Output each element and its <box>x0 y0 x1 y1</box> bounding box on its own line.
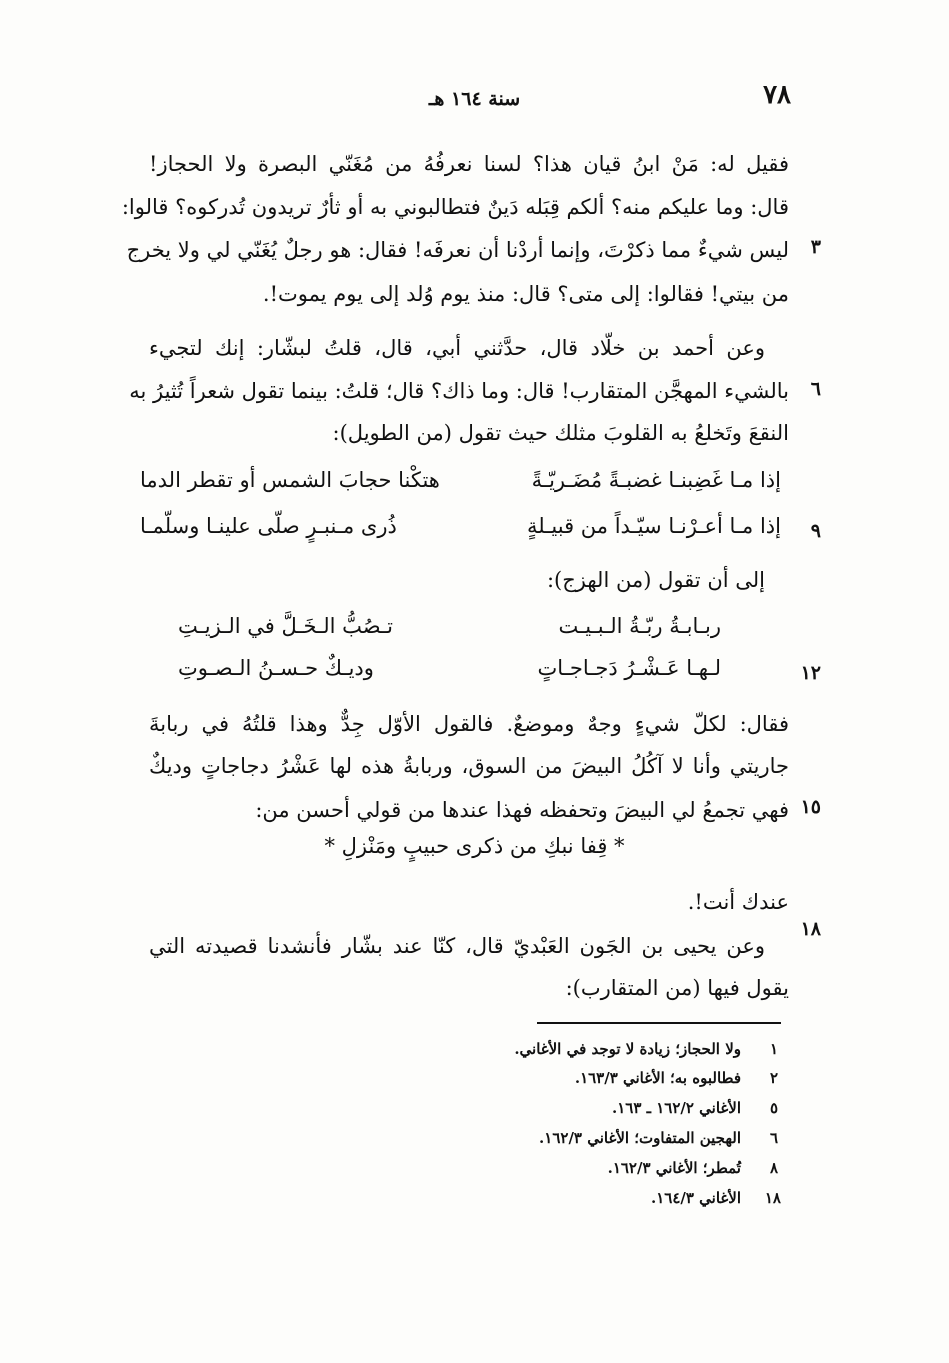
text-line: وعن يحيى بن الجَون العَبْديّ قال، كنّا عند بشّار فأنشدنا قصيدته التي <box>149 934 765 958</box>
verse-hemistich: ربـابـةُ ربّـةُ الـبـيـت <box>558 614 721 638</box>
line-number: ٣ <box>810 236 821 258</box>
verse-hemistich: إذا مـا أعـرْنـا سيّـداً من قبيـلةٍ <box>527 514 781 538</box>
running-header: سنة ١٦٤ هـ <box>428 88 521 110</box>
text-line: إلى أن تقول (من الهزج): <box>546 568 765 592</box>
line-number: ١٨ <box>800 918 821 940</box>
verse-hemistich: ذُرى مـنبـرٍ صلّى علينـا وسلّمـا <box>140 514 397 538</box>
footnote-number: ١ <box>769 1040 779 1058</box>
footnote-number: ٥ <box>769 1099 779 1117</box>
footnote-number: ٨ <box>769 1159 779 1177</box>
quoted-verse: * قِفا نبكِ من ذكرى حبيبٍ ومَنْزلِ * <box>324 834 625 858</box>
line-number: ٩ <box>810 520 821 542</box>
text-line: قال: وما عليكم منه؟ ألكم قِبَله دَينٌ فتطالبوني به أو ثأرٌ تريدون تُدركوه؟ قالوا: <box>121 195 789 219</box>
footnote-text: الأغاني ١٦٢/٢ ـ ١٦٣. <box>611 1099 741 1117</box>
footnote-number: ٢ <box>769 1069 779 1087</box>
footnote <box>451 1189 781 1207</box>
line-number: ١٥ <box>800 796 821 818</box>
footnote-text: الهجين المتفاوت؛ الأغاني ١٦٢/٣. <box>539 1129 741 1147</box>
footnote <box>451 1040 781 1058</box>
line-number: ١٢ <box>800 662 821 684</box>
footnote-text: فطالبوه به؛ الأغاني ١٦٣/٣. <box>574 1069 741 1087</box>
verse-hemistich: وديـكٌ حـسـنُ الـصـوتِ <box>178 656 374 680</box>
text-line: جاريتي وأنا لا آكُلُ البيضَ من السوق، وربابةُ هذه لها عَشْرُ دجاجاتٍ وديكٌ <box>149 754 789 778</box>
line-number: ٦ <box>810 378 821 400</box>
footnote-text: تُمطر؛ الأغاني ١٦٢/٣. <box>607 1159 741 1177</box>
footnote <box>451 1069 781 1087</box>
footnote <box>451 1159 781 1177</box>
text-line: عندك أنت!. <box>687 890 789 914</box>
page-number: ٧٨ <box>763 80 791 110</box>
text-line: فهي تجمعُ لي البيضَ وتحفظه فهذا عندها من قولي أحسن من: <box>255 798 789 822</box>
footnote-number: ٦ <box>769 1129 779 1147</box>
footnote-rule <box>537 1022 781 1024</box>
text-line: يقول فيها (من المتقارب): <box>565 976 789 1000</box>
verse-hemistich: هتكْنا حجابَ الشمس أو تقطر الدما <box>140 468 440 492</box>
text-line: بالشيء المهجَّن المتقارب! قال: وما ذاك؟ قال؛ قلتُ: بينما تقول شعراً تُثيرُ به <box>129 379 789 403</box>
footnote <box>451 1129 781 1147</box>
text-line: ليس شيءٌ مما ذكرْتَ، وإنما أردْنا أن نعرفَه! فقال: هو رجلٌ يُغَنّي لي ولا يخرج <box>126 238 789 262</box>
text-line: فقيل له: مَنْ ابنُ قيان هذا؟ لسنا نعرفُهُ من مُغَنّي البصرة ولا الحجاز! <box>149 152 789 176</box>
text-line: من بيتي! فقالوا: إلى متى؟ قال: منذ يوم وُلد إلى يوم يموت!. <box>262 282 789 306</box>
footnote-text: الأغاني ١٦٤/٣. <box>651 1189 741 1207</box>
text-line: النقعَ وتَخلعُ به القلوبَ مثلك حيث تقول (من الطويل): <box>332 421 789 445</box>
footnote-text: ولا الحجاز؛ زيادة لا توجد في الأغاني. <box>514 1040 741 1058</box>
footnote <box>451 1099 781 1117</box>
footnote-number: ١٨ <box>764 1189 781 1207</box>
text-line: وعن أحمد بن خلّاد قال، حدَّثني أبي، قال، قلتُ لبشّار: إنك لتجيء <box>149 336 765 360</box>
verse-hemistich: لـهـا عَـشْـرُ دَجـاجـاتٍ <box>537 656 721 680</box>
verse-hemistich: إذا مـا غَضِبنـا غضبـةً مُضَـريّـةً <box>531 468 781 492</box>
verse-hemistich: تـصُبُّ الـخَـلَّ في الـزيـتِ <box>178 614 393 638</box>
text-line: فقال: لكلّ شيءٍ وجهٌ وموضعٌ. فالقول الأوّل جِدٌّ وهذا قلتُهُ في ربابةَ <box>149 712 789 736</box>
